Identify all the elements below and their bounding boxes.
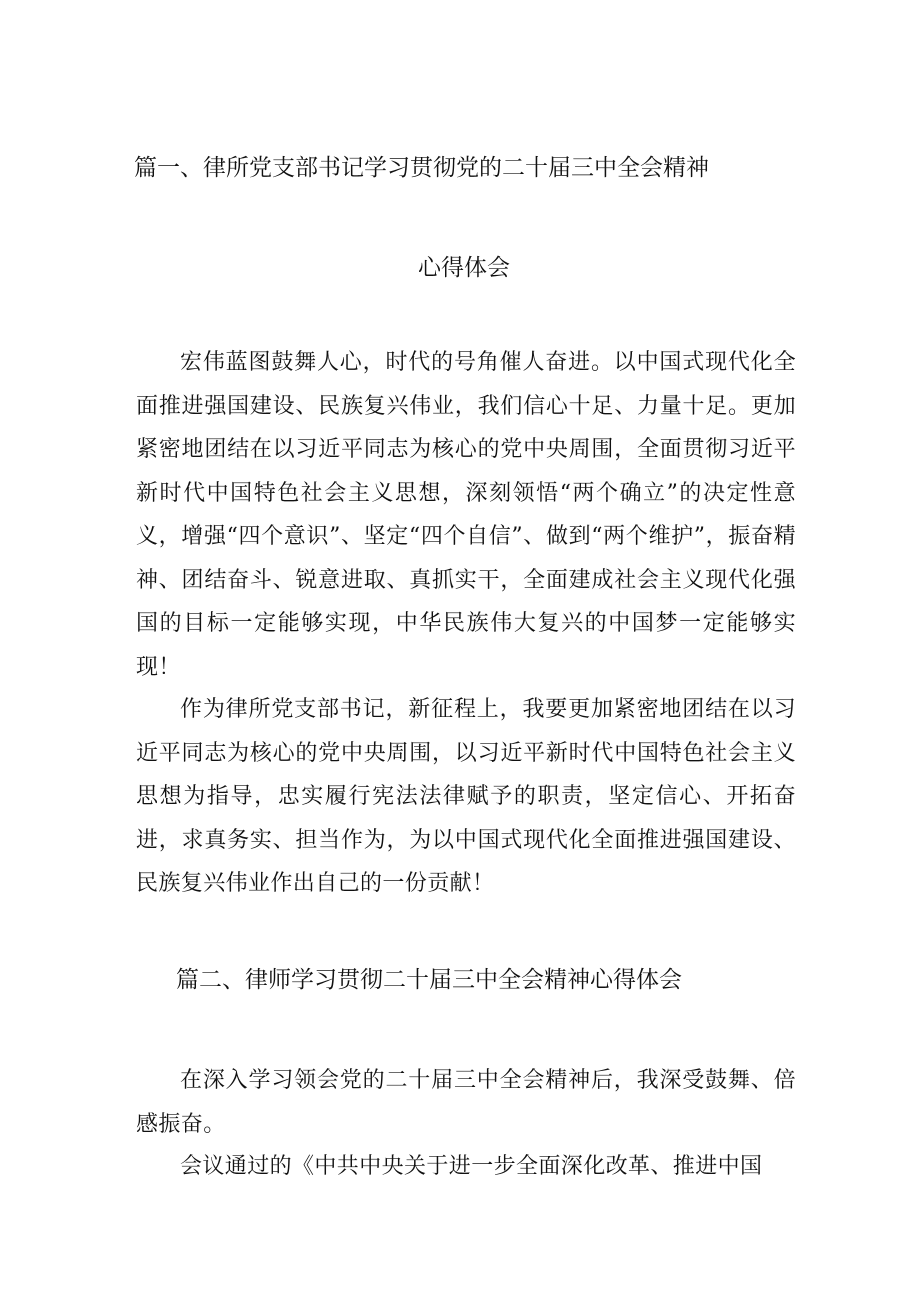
- section2-paragraph-2: 会议通过的《中共中央关于进一步全面深化改革、推进中国: [180, 1154, 763, 1179]
- section1-title-line1: 篇一、律所党支部书记学习贯彻党的二十届三中全会精神: [134, 155, 709, 181]
- section1-paragraph-1: 宏伟蓝图鼓舞人心，时代的号角催人奋进。以中国式现代化全面推进强国建设、民族复兴伟业，我们信心十足、力量十足。更加紧密地团结在以习近平同志为核心的党中央周围，全面贯彻习近平新时代中国特色社会主义思想，深刻领悟“两个确立”的决定性意义，增强“四个意识”、坚定“四个自信”、做到“两个维护”，振奋精神、团结奋斗、锐意进取、真抓实干，全面建成社会主义现代化强国的目标一定能够实现，中华民族伟大复兴的中国梦一定能够实现！: [136, 350, 796, 680]
- section1-paragraph-2: 作为律所党支部书记，新征程上，我要更加紧密地团结在以习近平同志为核心的党中央周围，以习近平新时代中国特色社会主义思想为指导，忠实履行宪法法律赋予的职责，坚定信心、开拓奋进，求真务实、担当作为，为以中国式现代化全面推进强国建设、民族复兴伟业作出自己的一份贡献！: [136, 697, 796, 896]
- section1-title-line2: 心得体会: [418, 255, 510, 281]
- section2-title: 篇二、律师学习贯彻二十届三中全会精神心得体会: [176, 967, 682, 993]
- section2-paragraph-1: 在深入学习领会党的二十届三中全会精神后，我深受鼓舞、倍感振奋。: [136, 1068, 796, 1137]
